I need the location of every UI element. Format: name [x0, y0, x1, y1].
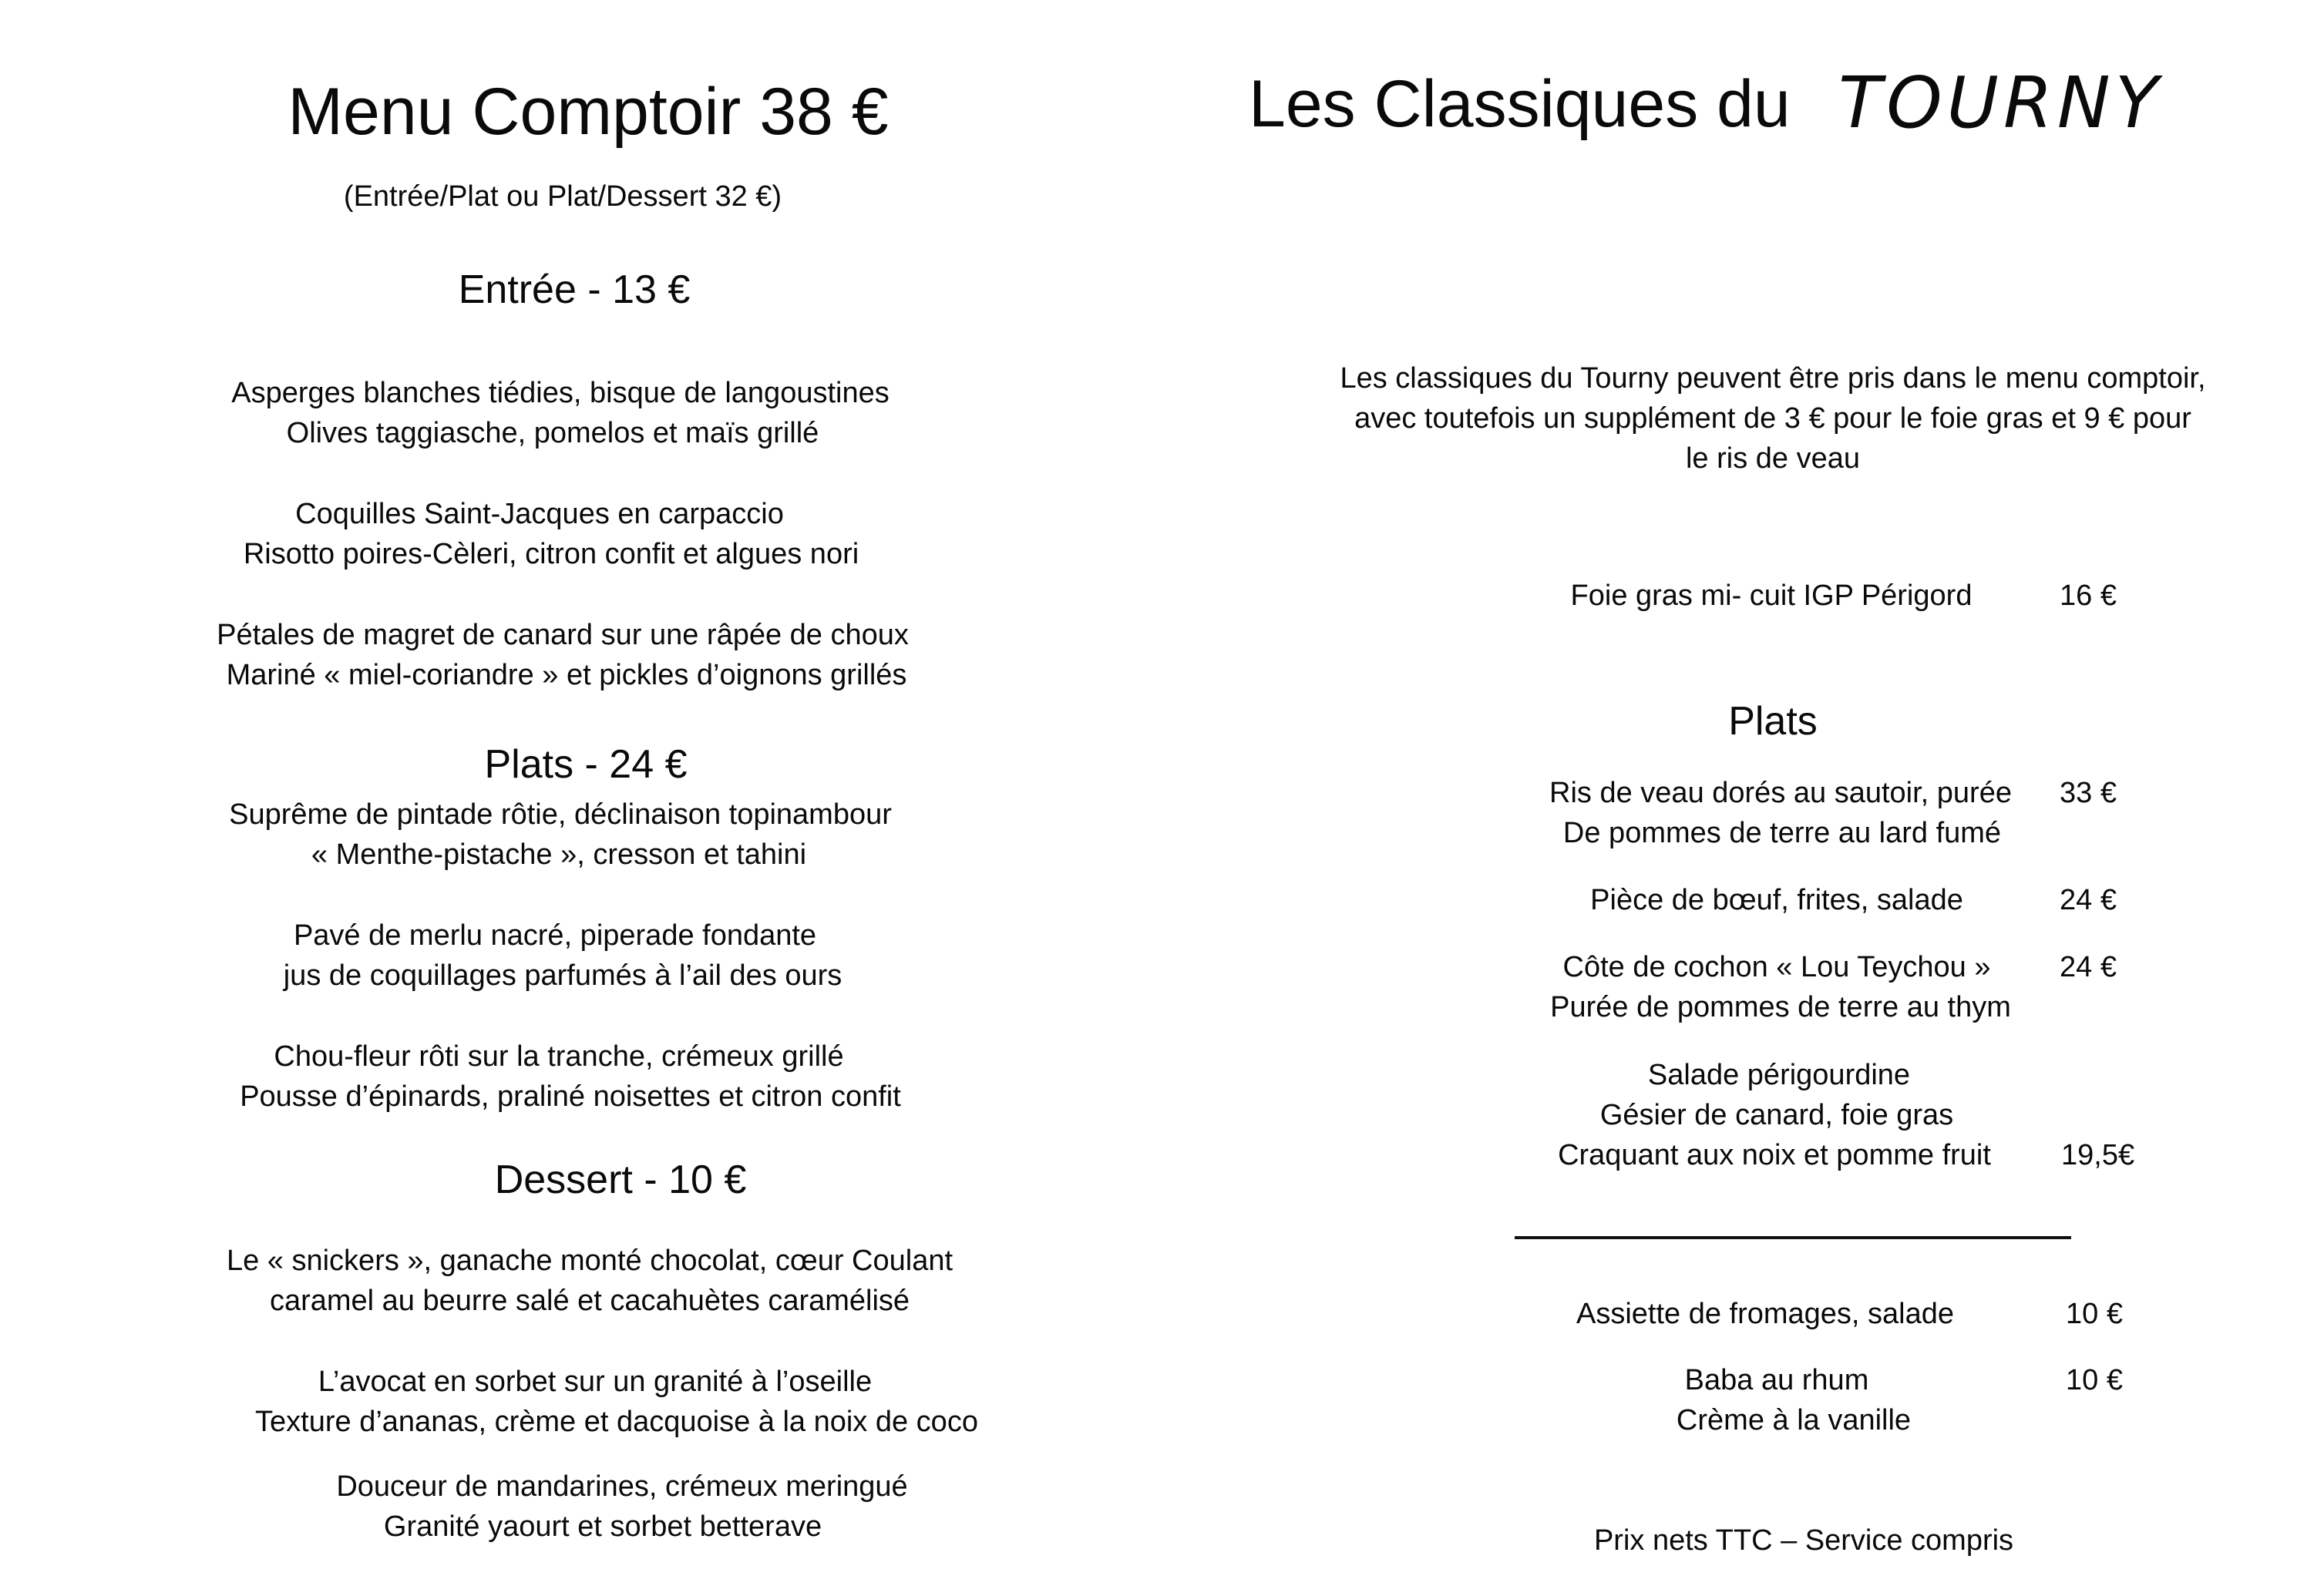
cote-de-cochon-price: 24 €	[2060, 951, 2117, 983]
entree-line: Asperges blanches tiédies, bisque de langoustines	[231, 377, 890, 409]
intro-line: le ris de veau	[1685, 442, 1861, 475]
entree-heading: Entrée - 13 €	[458, 267, 691, 312]
cote-de-cochon-line: Purée de pommes de terre au thym	[1550, 991, 2011, 1023]
salade-perigourdine-line: Gésier de canard, foie gras	[1599, 1099, 1954, 1131]
dessert-line: Le « snickers », ganache monté chocolat, cœur Coulant	[226, 1245, 953, 1277]
entree-line: Coquilles Saint-Jacques en carpaccio	[295, 498, 784, 530]
footer-note: Prix nets TTC – Service compris	[1593, 1524, 2014, 1557]
dessert-heading: Dessert - 10 €	[494, 1158, 747, 1202]
intro-line: Les classiques du Tourny peuvent être pris dans le menu comptoir,	[1340, 362, 2206, 395]
plats-line: Chou-fleur rôti sur la tranche, crémeux grillé	[274, 1040, 844, 1073]
fromages-price: 10 €	[2066, 1298, 2123, 1330]
intro-line: avec toutefois un supplément de 3 € pour le foie gras et 9 € pour	[1354, 402, 2191, 435]
classiques-plats-heading: Plats	[1728, 699, 1818, 744]
section-divider	[1515, 1236, 2071, 1239]
ris-de-veau-line: De pommes de terre au lard fumé	[1562, 817, 2002, 849]
cote-de-cochon-line: Côte de cochon « Lou Teychou »	[1562, 951, 1991, 983]
plats-line: Pousse d’épinards, praliné noisettes et citron confit	[240, 1080, 901, 1113]
tourny-script-title: TOURNY	[1838, 62, 2163, 144]
plats-line: Pavé de merlu nacré, piperade fondante	[293, 919, 817, 952]
entree-line: Risotto poires-Cèleri, citron confit et algues nori	[243, 538, 859, 570]
dessert-line: caramel au beurre salé et cacahuètes caramélisé	[269, 1285, 910, 1317]
piece-de-boeuf-price: 24 €	[2060, 884, 2117, 916]
plats-line: jus de coquillages parfumés à l’ail des ours	[283, 959, 842, 992]
dessert-line: Douceur de mandarines, crémeux meringué	[336, 1470, 908, 1503]
classiques-title-prefix: Les Classiques du	[1249, 67, 1791, 141]
entree-line: Mariné « miel-coriandre » et pickles d’oignons grillés	[226, 659, 907, 691]
classiques-title	[1249, 67, 1791, 141]
salade-perigourdine-price: 19,5€	[2061, 1139, 2135, 1171]
foie-gras-item: Foie gras mi- cuit IGP Périgord	[1570, 580, 1973, 612]
fromages-item: Assiette de fromages, salade	[1576, 1298, 1955, 1330]
dessert-line: Granité yaourt et sorbet betterave	[383, 1510, 822, 1543]
entree-line: Olives taggiasche, pomelos et maïs grillé	[286, 417, 819, 449]
dessert-line: L’avocat en sorbet sur un granité à l’oseille	[318, 1366, 873, 1398]
plats-line: Suprême de pintade rôtie, déclinaison topinambour	[229, 798, 892, 831]
menu-comptoir-title: Menu Comptoir 38 €	[288, 75, 889, 149]
salade-perigourdine-line: Salade périgourdine	[1647, 1059, 1911, 1091]
foie-gras-price: 16 €	[2060, 580, 2117, 612]
salade-perigourdine-line: Craquant aux noix et pomme fruit	[1558, 1139, 1991, 1171]
baba-au-rhum-line: Crème à la vanille	[1676, 1404, 1912, 1436]
entree-line: Pétales de magret de canard sur une râpée de choux	[217, 619, 909, 651]
dessert-line: Texture d’ananas, crème et dacquoise à la noix de coco	[255, 1406, 978, 1438]
ris-de-veau-price: 33 €	[2060, 777, 2117, 809]
baba-au-rhum-price: 10 €	[2066, 1364, 2123, 1396]
piece-de-boeuf-item: Pièce de bœuf, frites, salade	[1590, 884, 1963, 916]
menu-comptoir-subtitle: (Entrée/Plat ou Plat/Dessert 32 €)	[343, 180, 782, 213]
baba-au-rhum-line: Baba au rhum	[1684, 1364, 1869, 1396]
ris-de-veau-line: Ris de veau dorés au sautoir, purée	[1549, 777, 2012, 809]
plats-line: « Menthe-pistache », cresson et tahini	[311, 838, 807, 871]
plats-heading: Plats - 24 €	[484, 742, 688, 787]
